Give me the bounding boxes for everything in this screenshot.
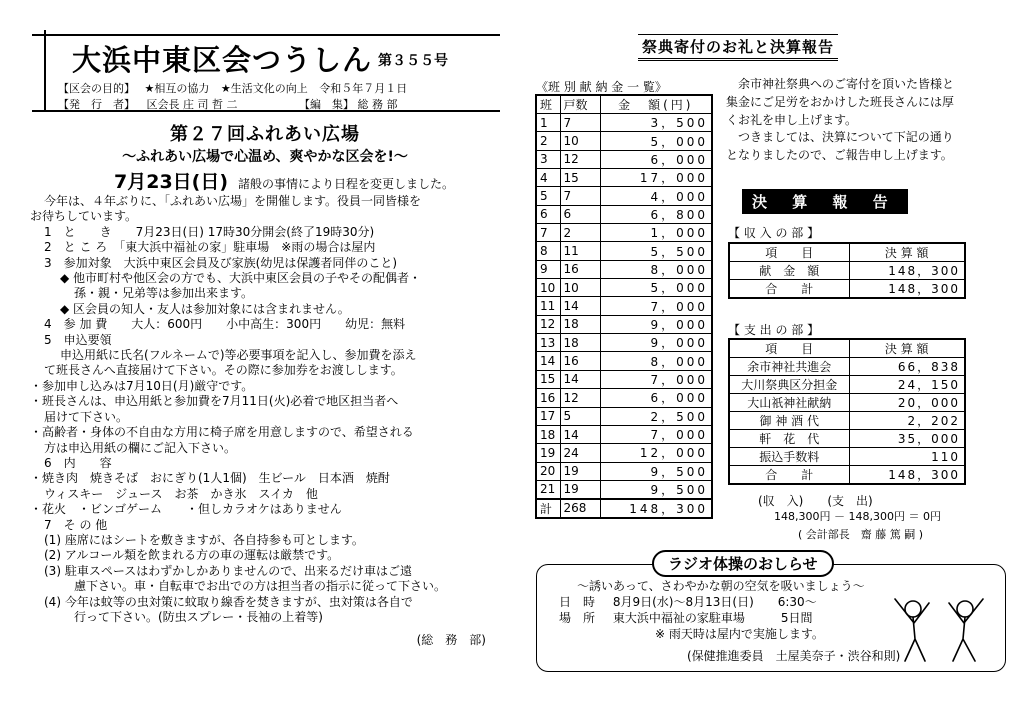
radio-dates-row — [559, 593, 817, 610]
han-cell: 14 — [536, 352, 560, 370]
han-cell: 15 — [536, 370, 560, 388]
table-row — [536, 169, 712, 187]
amount-cell: 8，000 — [600, 352, 712, 370]
expense-col-item: 項 目 — [729, 339, 849, 358]
han-cell: 21 — [536, 480, 560, 499]
radio-place-row — [559, 609, 812, 626]
amount-cell: 4，000 — [600, 187, 712, 205]
purpose-label: 【区会の目的】 — [58, 82, 135, 95]
expense-col-amount: 決 算 額 — [849, 339, 965, 358]
exercise-figures-illustration — [885, 591, 995, 667]
households-cell: 16 — [560, 260, 600, 278]
newsletter-title: 大浜中東区会つうしん — [72, 43, 373, 77]
table-header-row — [536, 95, 712, 114]
expense-item-cell: 御 神 酒 代 — [729, 412, 849, 430]
item-contents: 6 内 容 — [44, 455, 112, 470]
radio-dates: 8月9日(水)～8月13日(日) 6:30～ — [612, 595, 817, 609]
expense-item-cell: 大川祭典区分担金 — [729, 376, 849, 394]
households-cell: 14 — [560, 370, 600, 388]
households-cell: 16 — [560, 352, 600, 370]
households-cell: 5 — [560, 407, 600, 425]
expense-table-body — [729, 358, 965, 485]
right-column — [530, 14, 1000, 714]
item-application: 5 申込要領 — [44, 332, 112, 347]
editor: 総 務 部 — [357, 98, 398, 111]
report-heading: 祭典寄付のお礼と決算報告 — [638, 34, 838, 61]
radio-place-label: 場 所 — [559, 611, 596, 625]
table-row — [536, 480, 712, 499]
donation-table-caption: 《班 別 献 納 金 一 覧》 — [536, 80, 667, 94]
item-when: 1 と き 7月23日(日) 17時30分開会(終了19時30分) — [44, 224, 375, 239]
publisher: 区会長 庄 司 哲 二 — [146, 98, 238, 111]
expense-item-cell: 余市神社共進会 — [729, 358, 849, 376]
table-row — [536, 352, 712, 370]
col-households: 戸数 — [560, 95, 600, 114]
table-row — [536, 425, 712, 443]
households-cell: 6 — [560, 205, 600, 223]
expense-item-cell: 軒 花 代 — [729, 430, 849, 448]
households-cell: 7 — [560, 114, 600, 132]
table-row — [536, 114, 712, 132]
application-line: 方は申込用紙の欄にご記入下さい。 — [44, 440, 237, 455]
income-caption: 【 収 入 の 部 】 — [728, 226, 820, 240]
application-line: て班長さんへ直接届けて下さい。その際に参加券をお渡しします。 — [44, 363, 403, 378]
table-row — [536, 297, 712, 315]
fureai-body — [30, 194, 500, 625]
application-line: ・参加申し込みは7月10日(月)厳守です。 — [30, 378, 254, 393]
households-cell: 18 — [560, 315, 600, 333]
households-cell: 2 — [560, 224, 600, 242]
expense-amount-cell: 2，202 — [849, 412, 965, 430]
amount-cell: 9，000 — [600, 315, 712, 333]
income-item-cell: 合 計 — [729, 280, 849, 299]
expense-item-cell: 合 計 — [729, 466, 849, 485]
table-row — [729, 376, 965, 394]
table-row — [729, 394, 965, 412]
table-row — [536, 132, 712, 150]
households-cell: 14 — [560, 297, 600, 315]
fureai-subtitle: ～ふれあい広場で心温め、爽やかな区会を!～ — [122, 149, 408, 165]
households-cell: 10 — [560, 132, 600, 150]
han-cell: 18 — [536, 425, 560, 443]
expense-amount-cell: 35，000 — [849, 430, 965, 448]
table-row — [536, 205, 712, 223]
table-row — [536, 187, 712, 205]
households-cell: 11 — [560, 242, 600, 260]
radio-place: 東大浜中福祉の家駐車場 5日間 — [612, 611, 813, 625]
thanks-line: つきましては、決算について下記の通り — [738, 130, 954, 145]
table-row — [536, 407, 712, 425]
households-cell: 19 — [560, 462, 600, 480]
households-cell: 15 — [560, 169, 600, 187]
table-row — [729, 412, 965, 430]
other-line: (2) アルコール類を飲まれる方の車の運転は厳禁です。 — [44, 548, 340, 563]
contents-line: ・焼き肉 焼きそば おにぎり(1人1個) 生ビール 日本酒 焼酎 — [30, 471, 390, 486]
amount-cell: 9，500 — [600, 462, 712, 480]
table-row — [536, 279, 712, 297]
other-line: 慮下さい。車・自転車でお出での方は担当者の指示に従って下さい。 — [74, 579, 447, 594]
table-header-row — [729, 339, 965, 358]
item-where: 2 と こ ろ 「東大浜中福祉の家」駐車場 ※雨の場合は屋内 — [44, 240, 376, 255]
table-row — [536, 389, 712, 407]
han-cell: 9 — [536, 260, 560, 278]
masthead-rule-vertical — [44, 30, 46, 110]
table-row — [729, 262, 965, 280]
balance-formula: 148,300円 － 148,300円 ＝ 0円 — [774, 510, 941, 523]
amount-cell: 5，000 — [600, 279, 712, 297]
radio-exercise-box — [536, 564, 1006, 672]
amount-cell: 5，500 — [600, 242, 712, 260]
han-cell: 12 — [536, 315, 560, 333]
table-row — [536, 334, 712, 352]
households-cell: 19 — [560, 480, 600, 499]
han-cell: 5 — [536, 187, 560, 205]
thanks-line: 余市神社祭典へのご寄付を頂いた皆様と — [738, 77, 955, 91]
income-item-cell: 献 金 額 — [729, 262, 849, 280]
han-cell: 16 — [536, 389, 560, 407]
expense-amount-cell: 20，000 — [849, 394, 965, 412]
table-row — [536, 224, 712, 242]
application-line: ・高齢者・身体の不自由な方用に椅子席を用意しますので、希望される — [30, 425, 414, 440]
amount-cell: 6，800 — [600, 205, 712, 223]
income-col-item: 項 目 — [729, 243, 849, 262]
income-table-body — [729, 262, 965, 299]
expense-item-cell: 大山祇神社献納 — [729, 394, 849, 412]
application-line: ・班長さんは、申込用紙と参加費を7月11日(火)必着で地区担当者へ — [30, 394, 399, 409]
amount-cell: 7，000 — [600, 370, 712, 388]
item-other: 7 そ の 他 — [44, 517, 108, 532]
amount-cell: 1，000 — [600, 224, 712, 242]
expense-caption: 【 支 出 の 部 】 — [728, 323, 820, 337]
income-col-amount: 決 算 額 — [849, 243, 965, 262]
table-row — [536, 462, 712, 480]
eligibility-bullet: ◆ 他市町村や他区会の方でも、大浜中東区会員の子やその配偶者・ — [60, 271, 422, 286]
households-cell: 12 — [560, 389, 600, 407]
table-row — [729, 430, 965, 448]
households-cell: 18 — [560, 334, 600, 352]
item-fee: 4 参 加 費 大人：600円 小中高生：300円 幼児：無料 — [44, 317, 406, 332]
col-han: 班 — [536, 95, 560, 114]
fureai-title: 第２７回ふれあい広場 — [170, 124, 360, 145]
amount-cell: 6，000 — [600, 150, 712, 168]
han-cell: 8 — [536, 242, 560, 260]
households-cell: 24 — [560, 444, 600, 462]
han-cell: 20 — [536, 462, 560, 480]
balance-labels: (収 入) (支 出) — [758, 494, 873, 508]
han-cell: 6 — [536, 205, 560, 223]
purpose-2: ★生活文化の向上 — [220, 82, 308, 95]
event-date-note: 諸般の事情により日程を変更しました。 — [238, 177, 455, 191]
masthead-rule-top — [32, 34, 500, 36]
application-line: 届けて下さい。 — [44, 409, 129, 424]
table-row — [729, 466, 965, 485]
thanks-line: 集金にご足労をおかけした班長さんには厚 — [726, 94, 955, 109]
table-row — [536, 150, 712, 168]
thanks-text — [726, 76, 990, 165]
event-date-row — [30, 167, 500, 194]
radio-rain-note: ※ 雨天時は屋内で実施します。 — [655, 627, 824, 641]
amount-cell: 5，000 — [600, 132, 712, 150]
issue-date: 令和５年７月１日 — [319, 82, 408, 95]
other-line: 行って下さい。(防虫スプレー・長袖の上着等) — [74, 609, 323, 624]
han-cell: 4 — [536, 169, 560, 187]
other-line: (3) 駐車スペースはわずかしかありませんので、出来るだけ車はご遠 — [44, 563, 412, 578]
eligibility-bullet-cont: 孫・親・兄弟等は参加出来ます。 — [74, 286, 254, 301]
han-cell: 3 — [536, 150, 560, 168]
contents-line: ウィスキー ジュース お茶 かき氷 スイカ 他 — [44, 486, 318, 501]
table-row — [729, 448, 965, 466]
amount-cell: 7，000 — [600, 425, 712, 443]
donation-table-body — [536, 114, 712, 499]
radio-slogan: ～誘いあって、さわやかな朝の空気を吸いましょう～ — [577, 579, 865, 593]
han-cell: 13 — [536, 334, 560, 352]
han-cell: 19 — [536, 444, 560, 462]
amount-cell: 7，000 — [600, 297, 712, 315]
item-eligibility: 3 参加対象 大浜中東区会員及び家族(幼児は保護者同伴のこと) — [44, 255, 398, 270]
expense-amount-cell: 148，300 — [849, 466, 965, 485]
expense-table — [728, 338, 966, 485]
households-cell: 7 — [560, 187, 600, 205]
expense-amount-cell: 66，838 — [849, 358, 965, 376]
event-date: 7月23日(日) — [114, 171, 229, 193]
amount-cell: 9，500 — [600, 480, 712, 499]
amount-cell: 3，500 — [600, 114, 712, 132]
thanks-line: となりましたので、ご報告申し上げます。 — [726, 148, 953, 163]
other-line: (1) 座席にはシートを敷きますが、各自持参も可とします。 — [44, 532, 364, 547]
han-cell: 1 — [536, 114, 560, 132]
editor-label: 【編 集】 — [299, 98, 354, 111]
donation-table — [535, 94, 713, 519]
amount-cell: 2，500 — [600, 407, 712, 425]
table-row — [536, 315, 712, 333]
households-cell: 14 — [560, 425, 600, 443]
table-row — [729, 280, 965, 299]
han-cell: 17 — [536, 407, 560, 425]
other-line: (4) 今年は蚊等の虫対策に蚊取り線香を焚きますが、虫対策は各自で — [44, 594, 413, 609]
left-column — [30, 12, 500, 648]
publisher-label: 【発 行 者】 — [58, 98, 135, 111]
contents-line: ・花火 ・ビンゴゲーム ・但しカラオケはありません — [30, 502, 342, 517]
expense-amount-cell: 24，150 — [849, 376, 965, 394]
amount-cell: 8，000 — [600, 260, 712, 278]
col-amount: 金 額(円) — [600, 95, 712, 114]
amount-cell: 17，000 — [600, 169, 712, 187]
table-row — [536, 242, 712, 260]
thanks-line: くお礼を申し上げます。 — [726, 112, 858, 127]
table-row — [536, 444, 712, 462]
income-table — [728, 242, 966, 299]
amount-cell: 9，000 — [600, 334, 712, 352]
income-amount-cell: 148，300 — [849, 262, 965, 280]
issue-number: 第３５５号 — [378, 53, 448, 69]
eligibility-bullet: ◆ 区会員の知人・友人は参加対象には含まれません。 — [60, 301, 350, 316]
households-cell: 10 — [560, 279, 600, 297]
table-header-row — [729, 243, 965, 262]
settlement-title: 決 算 報 告 — [742, 189, 908, 214]
amount-cell: 6，000 — [600, 389, 712, 407]
amount-cell: 12，000 — [600, 444, 712, 462]
application-line: 申込用紙に氏名(フルネームで)等必要事項を記入し、参加費を添え — [60, 348, 417, 363]
han-cell: 11 — [536, 297, 560, 315]
expense-amount-cell: 110 — [849, 448, 965, 466]
radio-credit: (保健推進委員 土屋美奈子・渋谷和則) — [687, 649, 901, 663]
han-cell: 2 — [536, 132, 560, 150]
left-signature: (総 務 部) — [416, 633, 486, 648]
expense-item-cell: 振込手数料 — [729, 448, 849, 466]
radio-dates-label: 日 時 — [559, 595, 596, 609]
accountant: ( 会計部長 齋 藤 篤 嗣 ) — [798, 528, 924, 541]
purpose-1: ★相互の協力 — [144, 82, 210, 95]
han-cell: 10 — [536, 279, 560, 297]
table-row — [536, 260, 712, 278]
total-amount: 148，300 — [600, 499, 712, 518]
table-row — [729, 358, 965, 376]
total-households: 268 — [560, 499, 600, 518]
publisher-row — [58, 96, 398, 112]
intro-line: 今年は、４年ぶりに、「ふれあい広場」を開催します。役員一同皆様を — [44, 194, 422, 208]
table-row — [536, 370, 712, 388]
income-amount-cell: 148，300 — [849, 280, 965, 299]
intro-line: お待ちしています。 — [30, 209, 138, 224]
purpose-row — [58, 80, 407, 96]
table-total-row — [536, 499, 712, 518]
han-cell: 7 — [536, 224, 560, 242]
households-cell: 12 — [560, 150, 600, 168]
radio-exercise-title: ラジオ体操のおしらせ — [652, 550, 834, 577]
total-label: 計 — [536, 499, 560, 518]
masthead — [30, 12, 500, 112]
